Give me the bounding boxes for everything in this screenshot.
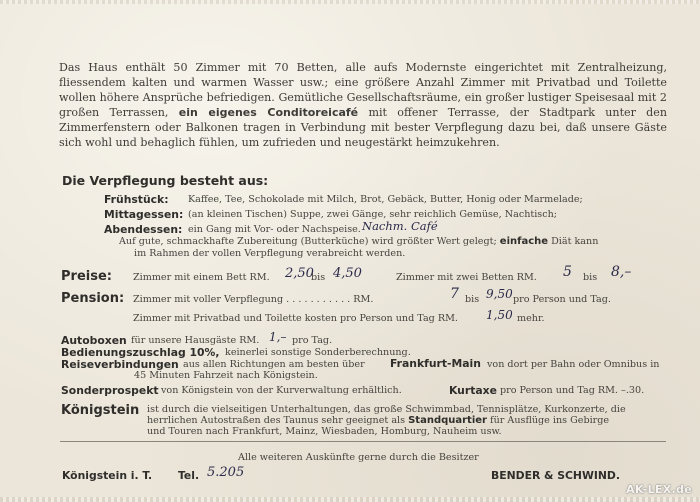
preise-einzel-to: 4,50 [333,266,362,281]
sonderprospekt-text: von Königstein von der Kurverwaltung erhältlich. [161,385,402,396]
reise-text-b: von dort per Bahn oder Omnibus in [487,359,660,370]
footer-divider [60,441,666,442]
preise-bis-2: bis [583,272,598,283]
sonderprospekt-label: Sonderprospekt [61,384,159,397]
intro-text-part2: mit offener Terrasse, der Stadtpark unter den Zimmerfenstern oder Balkonen tragen in Verbindung mit bester Verpflegung dazu bei, daß unsere Gäste sich wohl und behaglich fühlen, um zufrieden und neugestärkt heimzukehren. [59,106,667,150]
preise-einzel-from: 2,50 [285,266,314,281]
abend-handwritten-note: Nachm. Café [362,219,438,233]
abend-label: Abendessen: [104,223,183,236]
bedienung-label: Bedienungszuschlag 10%, [61,346,220,359]
perforated-top-edge [0,0,700,4]
auskunft-text: Alle weiteren Auskünfte gerne durch die Besitzer [238,452,479,463]
koenigstein-line3: und Touren nach Frankfurt, Mainz, Wiesbaden, Homburg, Nauheim usw. [147,426,502,437]
bedienung-text: keinerlei sonstige Sonderberechnung. [225,347,411,358]
preise-einzel-text: Zimmer mit einem Bett RM. [133,272,270,283]
pension-line2-suffix: mehr. [517,313,545,324]
intro-highlight: ein eigenes Conditoreicafé [178,106,359,120]
footer-tel-label: Tel. [178,469,200,482]
autoboxen-label: Autoboxen [61,334,127,347]
pension-line1-suffix: pro Person und Tag. [513,294,611,305]
fruehstueck-text: Kaffee, Tee, Schokolade mit Milch, Brot, Gebäck, Butter, Honig oder Marmelade; [188,194,583,205]
intro-text-part1: Das Haus enthält 50 Zimmer mit 70 Betten, alle aufs Modernste eingerichtet mit Zentralheizung, fliessendem kalten und warmen Wasser usw.; eine größere Anzahl Zimmer mit Privatbad und Toilette wollen höhere Ansprüche befriedigen. Gemütliche Gesellschaftsräume, ein großer lustiger Speisesaal mit 2 großen Terrassen, [59,61,667,120]
koenigstein-line1: ist durch die vielseitigen Unterhaltungen, das große Schwimmbad, Tennisplätze, Kurkonzerte, die [147,404,626,415]
mittag-label: Mittagessen: [104,208,184,221]
footer-ort: Königstein i. T. [62,469,153,482]
diaet-note-line1 [119,236,598,247]
koenigstein-line2-b: für Ausflüge ins Gebirge [490,415,610,426]
preise-doppel-text: Zimmer mit zwei Betten RM. [396,272,537,283]
reise-text-a: aus allen Richtungen am besten über [183,359,365,370]
diaet-note-text-c: Diät kann [551,236,599,247]
koenigstein-label: Königstein [61,403,140,418]
intro-paragraph [59,60,667,151]
footer-tel-value: 5.205 [207,465,245,480]
kurtaxe-label: Kurtaxe [449,384,497,397]
mittag-text: (an kleinen Tischen) Suppe, zwei Gänge, sehr reichlich Gemüse, Nachtisch; [188,209,557,220]
perforated-bottom-edge [0,497,700,502]
preise-doppel-from: 5 [563,264,572,280]
pension-label: Pension: [61,291,125,306]
kurtaxe-text: pro Person und Tag RM. –.30. [500,385,645,396]
diaet-note-line2: im Rahmen der vollen Verpflegung verabreicht werden. [134,248,406,259]
autoboxen-value: 1,– [269,330,287,344]
koenigstein-line2-a: herrlichen Autostraßen des Taunus sehr geeignet als [147,415,406,426]
abend-text: ein Gang mit Vor- oder Nachspeise. [188,224,361,235]
autoboxen-text: für unsere Hausgäste RM. [131,335,260,346]
koenigstein-standquartier: Standquartier [408,415,487,426]
reise-label: Reiseverbindungen [61,358,179,371]
pension-line1-from: 7 [450,286,459,302]
pension-line2-text: Zimmer mit Privatbad und Toilette kosten pro Person und Tag RM. [133,313,458,324]
footer-besitzer: BENDER & SCHWIND. [491,469,620,482]
pension-bis: bis [465,294,480,305]
diaet-note-bold: einfache [499,236,549,247]
preise-bis-1: bis [311,272,326,283]
diaet-note-text-a: Auf gute, schmackhafte Zubereitung (Butterküche) wird größter Wert gelegt; [119,236,497,247]
reise-destination: Frankfurt-Main [390,357,481,370]
pension-line1-to: 9,50 [486,287,513,301]
pension-line1-text: Zimmer mit voller Verpflegung . . . . . . . . . . . RM. [133,294,374,305]
autoboxen-suffix: pro Tag. [292,335,333,346]
preise-doppel-to: 8,– [611,264,632,280]
verpflegung-heading: Die Verpflegung besteht aus: [62,173,269,188]
pension-line2-value: 1,50 [486,308,513,322]
fruehstueck-label: Frühstück: [104,193,169,206]
reise-line2: 45 Minuten Fahrzeit nach Königstein. [134,370,318,381]
watermark-logo: AK-LEX.de [626,483,692,496]
koenigstein-line2 [147,415,609,426]
preise-label: Preise: [61,269,112,284]
